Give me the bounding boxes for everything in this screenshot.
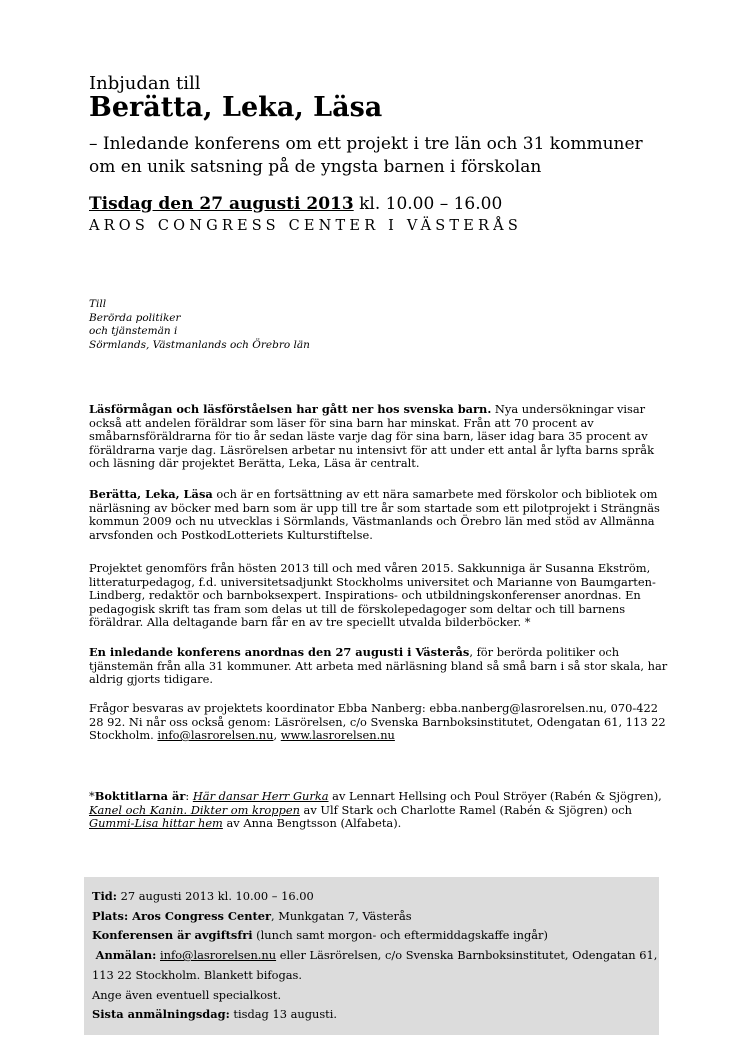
info-deadline-label: Sista anmälningsdag: [92, 1007, 230, 1022]
paragraph-text: Frågor besvaras av projektets koordinator Ebba Nanberg: ebba.nanberg@lasrorelsen.nu, 070-422 28 92. Ni når oss också genom: Läsrörelsen, c/o Svenska Barnboksinstitutet, Odengatan 61, 113 22 Stockholm. [89, 701, 666, 742]
paragraph-project-background [89, 488, 669, 542]
paragraph-text: Nya undersökningar visar också att andelen föräldrar som läser för sina barn har minskat. Från att 70 procent av småbarnsföräldrarna för tio år sedan läste varje dag för sina barn, läser idag bara 35 procent av föräldrarna varje dag. Läsrörelsen arbetar nu intensivt för att under ett antal år lyfta barns språk och läsning där projektet Berätta, Leka, Läsa är centralt. [89, 402, 654, 470]
info-registration-value: eller Läsrörelsen, c/o Svenska Barnboksinstitutet, Odengatan 61, [276, 948, 658, 963]
paragraph-reading-decline [89, 403, 669, 471]
book-credit-3: av Anna Bengtsson (Alfabeta). [222, 816, 402, 830]
addressee-line-4: Sörmlands, Västmanlands och Örebro län [89, 338, 310, 351]
paragraph-text: , för berörda politiker och tjänstemän från alla 31 kommuner. Att arbeta med närläsning bland så små barn i så stor skala, har aldrig gjorts tidigare. [89, 645, 668, 686]
info-place-row [92, 907, 652, 927]
paragraph-text: och är en fortsättning av ett nära samarbete med förskolor och bibliotek om närläsning av böcker med barn som är upp till tre år som startade som ett pilotprojekt i Strängnäs kommun 2009 och nu utvecklas i Sörmlands, Västmanlands och Örebro län med stöd av Allmänna arvsfonden och PostkodLotteriets Kulturstiftelse. [89, 487, 660, 542]
link-separator: , [273, 728, 281, 742]
event-info-box [84, 877, 659, 1035]
paragraph-conference [89, 646, 669, 687]
paragraph-lead: Berätta, Leka, Läsa [89, 487, 213, 501]
info-time-label: Tid: [92, 889, 117, 903]
book-titles-label: Boktitlarna är [94, 789, 186, 803]
info-deadline-row [92, 1005, 652, 1025]
contact-email-link[interactable]: info@lasrorelsen.nu [157, 728, 274, 742]
document-title: Berätta, Leka, Läsa [89, 92, 383, 123]
event-date-line [89, 193, 502, 215]
book-credit-2: av Ulf Stark och Charlotte Ramel (Rabén & Sjögren) och [299, 802, 632, 817]
event-info-content [92, 887, 658, 1025]
event-date: Tisdag den 27 augusti 2013 [89, 194, 354, 214]
book-title-2: Kanel och Kanin. Dikter om kroppen [89, 802, 300, 817]
info-place-value: , Munkgatan 7, Västerås [271, 908, 412, 923]
info-diet-row: Ange även eventuell specialkost. [92, 987, 282, 1002]
event-venue: AROS CONGRESS CENTER I VÄSTERÅS [89, 218, 522, 234]
addressee-line-1: Till [89, 298, 107, 310]
paragraph-text: Projektet genomförs från hösten 2013 till och med våren 2015. Sakkunniga är Susanna Ekström, litteraturpedagog, f.d. universitetsadjunkt Stockholms universitet och Marianne von Baumgarten-Lindberg, redaktör och barnboksexpert. Inspirations- och utbildningskonferenser anordnas. En pedagogisk skrift tas fram som delas ut till de förskolepedagoger som deltar och till barnens föräldrar. Alla deltagande barn får en av tre speciellt utvalda bilderböcker. * [89, 561, 656, 629]
info-fee-value: (lunch samt morgon- och eftermiddagskaffe ingår) [252, 928, 548, 943]
registration-email-link[interactable]: info@lasrorelsen.nu [160, 948, 277, 963]
info-fee-label: Konferensen är avgiftsfri [92, 928, 253, 943]
footnote-marker: * [89, 789, 95, 803]
addressee-line-3: och tjänstemän i [89, 325, 178, 337]
document-subtitle [89, 133, 729, 179]
info-time-row [92, 887, 652, 907]
website-link[interactable]: www.lasrorelsen.nu [280, 728, 395, 742]
book-credit-1: av Lennart Hellsing och Poul Ströyer (Rabén & Sjögren), [328, 789, 662, 803]
paragraph-project-period [89, 562, 669, 630]
paragraph-lead: Läsförmågan och läsförståelsen har gått ner hos svenska barn. [89, 402, 492, 416]
book-titles-note [89, 790, 669, 831]
subtitle-line-1: – Inledande konferens om ett projekt i tre län och 31 kommuner [89, 134, 643, 154]
book-title-1: Här dansar Herr Gurka [192, 789, 329, 803]
info-deadline-value: tisdag 13 augusti. [229, 1007, 338, 1022]
info-place-label: Plats: Aros Congress Center [92, 908, 271, 923]
addressee-line-2: Berörda politiker [89, 311, 181, 324]
paragraph-lead: En inledande konferens anordnas den 27 augusti i Västerås [89, 645, 470, 659]
event-time: kl. 10.00 – 16.00 [353, 194, 503, 214]
info-time-value: 27 augusti 2013 kl. 10.00 – 16.00 [116, 889, 314, 903]
info-registration-row-2: 113 22 Stockholm. Blankett bifogas. [92, 967, 302, 982]
book-titles-colon: : [185, 789, 193, 803]
addressee-block [89, 298, 310, 352]
invitation-intro: Inbjudan till [89, 73, 201, 94]
info-fee-row [92, 926, 652, 946]
subtitle-line-2: om en unik satsning på de yngsta barnen i förskolan [89, 157, 542, 177]
paragraph-contact [89, 702, 669, 743]
info-registration-label: Anmälan: [95, 948, 157, 963]
info-registration-row [92, 946, 658, 966]
book-title-3: Gummi-Lisa hittar hem [89, 816, 223, 830]
